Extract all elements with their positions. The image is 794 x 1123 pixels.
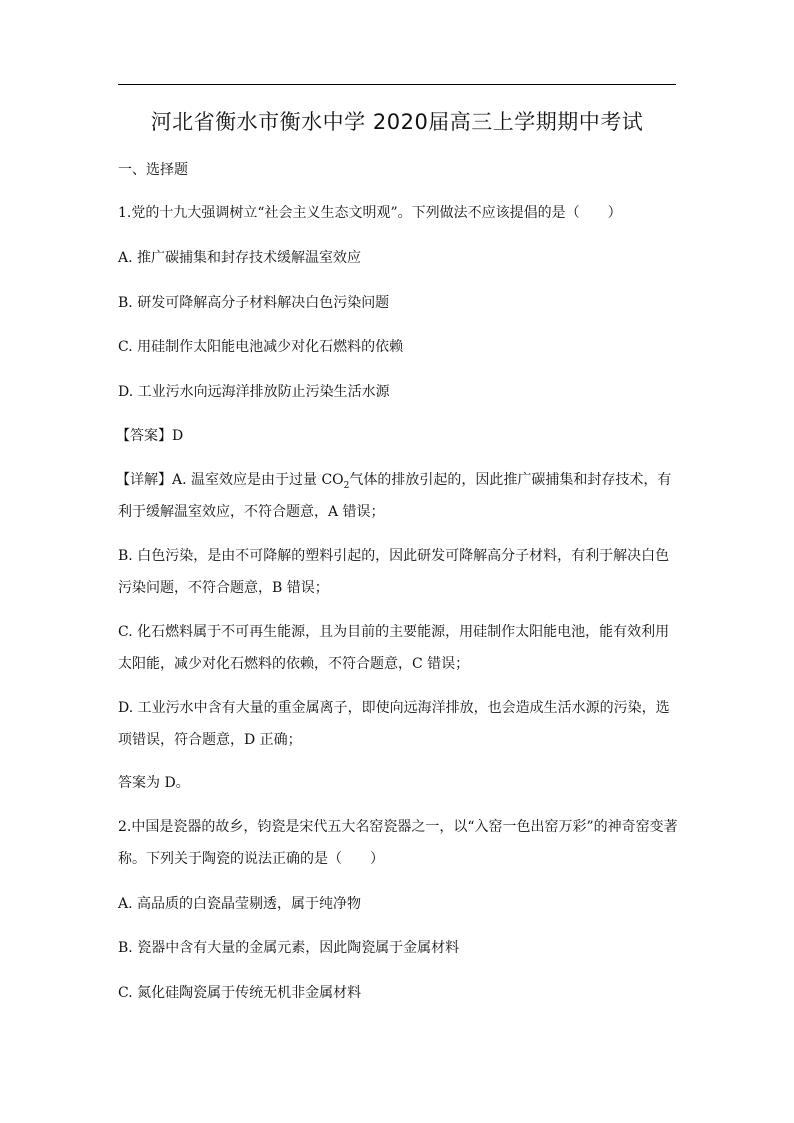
detail-a-line-1 bbox=[116, 470, 676, 490]
question-1-option-b: B. 研发可降解高分子材料解决白色污染问题 bbox=[118, 295, 390, 311]
co2-subscript: 2 bbox=[343, 480, 350, 491]
detail-d-line-1: D. 工业污水中含有大量的重金属离子，即使向远海洋排放，也会造成生活水源的污染，选 bbox=[118, 700, 670, 716]
question-1-answer bbox=[116, 426, 676, 446]
document-title: 河北省衡水市衡水中学 2020届高三上学期期中考试 bbox=[150, 110, 644, 134]
detail-c-line-1: C. 化石燃料属于不可再生能源，且为目前的主要能源，用硅制作太阳能电池，能有效利用 bbox=[118, 624, 670, 640]
detail-c-line-2: 太阳能，减少对化石燃料的依赖，不符合题意，C 错误； bbox=[118, 656, 470, 672]
question-2-option-b: B. 瓷器中含有大量的金属元素，因此陶瓷属于金属材料 bbox=[118, 940, 460, 956]
answer-value: D bbox=[172, 428, 184, 444]
question-2-option-c: C. 氮化硅陶瓷属于传统无机非金属材料 bbox=[118, 985, 362, 1001]
detail-d-line-2: 项错误，符合题意，D 正确； bbox=[118, 732, 302, 748]
detail-b-line-2: 污染问题，不符合题意，B 错误； bbox=[118, 580, 329, 596]
question-1-option-d: D. 工业污水向远海洋排放防止污染生活水源 bbox=[118, 384, 390, 400]
question-1-option-c: C. 用硅制作太阳能电池减少对化石燃料的依赖 bbox=[118, 339, 404, 355]
detail-tag: 【详解】 bbox=[116, 472, 172, 488]
question-2-option-a: A. 高品质的白瓷晶莹剔透，属于纯净物 bbox=[118, 896, 362, 912]
detail-a-text-2: 气体的排放引起的，因此推广碳捕集和封存技术，有 bbox=[349, 472, 672, 488]
question-1-option-a: A. 推广碳捕集和封存技术缓解温室效应 bbox=[118, 250, 362, 266]
question-2-stem-line-2: 称。下列关于陶瓷的说法正确的是（ ） bbox=[118, 851, 384, 867]
detail-a-text-1: A. 温室效应是由于过量 CO bbox=[172, 472, 344, 488]
header-rule bbox=[118, 84, 676, 85]
answer-tag: 【答案】 bbox=[116, 428, 172, 444]
question-2-stem-line-1: 2.中国是瓷器的故乡，钧瓷是宋代五大名窑瓷器之一，以“入窑一色出窑万彩”的神奇窑变著 bbox=[118, 819, 678, 835]
detail-a-line-2: 利于缓解温室效应，不符合题意，A 错误； bbox=[118, 504, 385, 520]
question-1-conclusion: 答案为 D。 bbox=[118, 775, 190, 791]
question-1-stem: 1.党的十九大强调树立“社会主义生态文明观”。下列做法不应该提倡的是（ ） bbox=[118, 205, 622, 221]
detail-b-line-1: B. 白色污染，是由不可降解的塑料引起的，因此研发可降解高分子材料，有利于解决白色 bbox=[118, 548, 670, 564]
section-heading: 一、选择题 bbox=[118, 162, 188, 178]
